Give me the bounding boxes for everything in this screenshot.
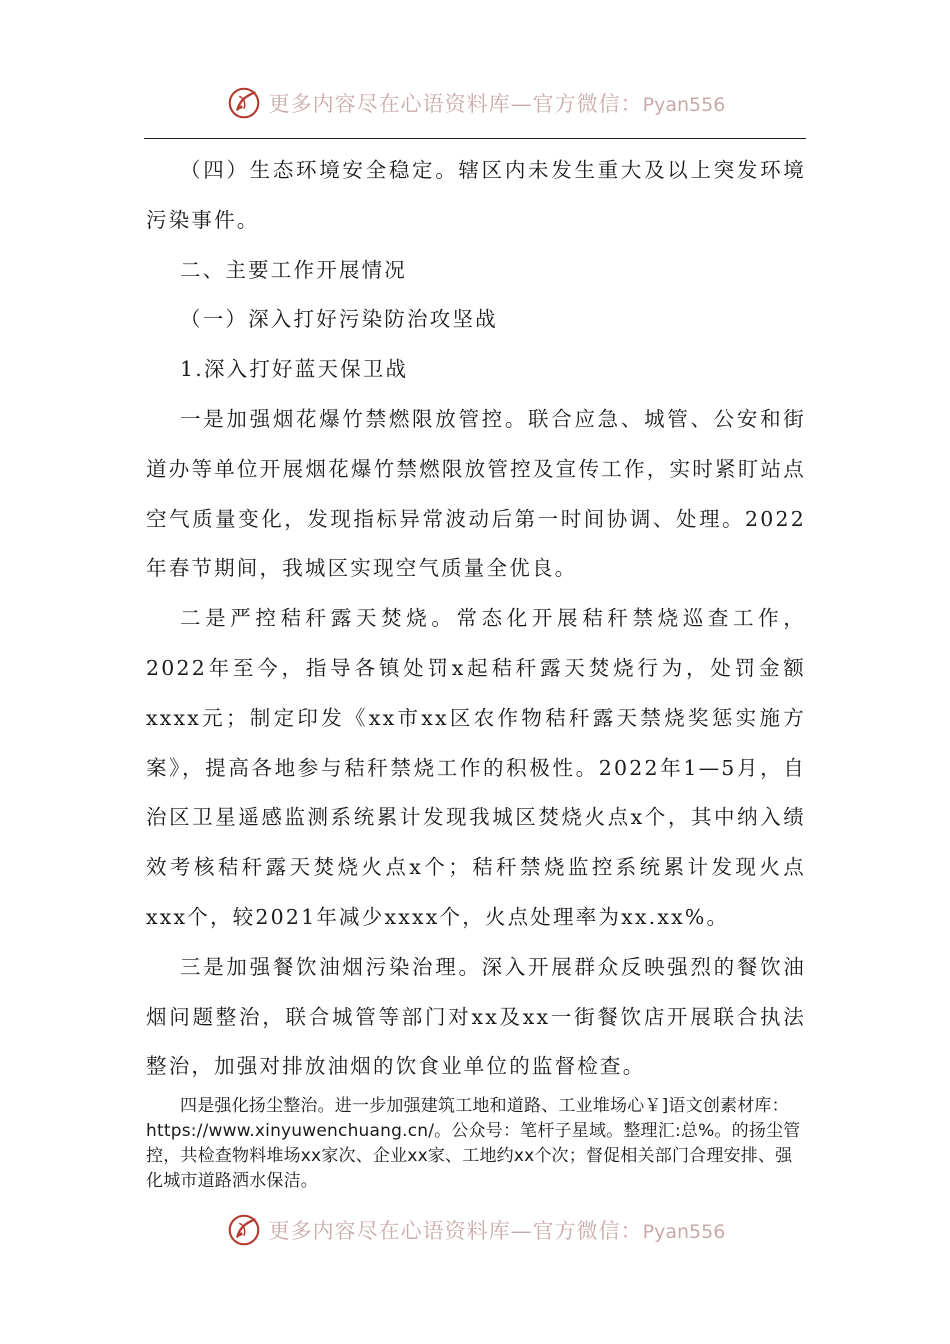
paragraph-fireworks: 一是加强烟花爆竹禁燃限放管控。联合应急、城管、公安和街道办等单位开展烟花爆竹禁燃限放管控及宣传工作，实时紧盯站点空气质量变化，发现指标异常波动后第一时间协调、处理。2022年春节期间，我城区实现空气质量全优良。 <box>146 406 806 581</box>
brand-logo-icon <box>225 1211 263 1249</box>
brand-logo-icon <box>225 84 263 122</box>
paragraph-cooking-fumes: 三是加强餐饮油烟污染治理。深入开展群众反映强烈的餐饮油烟问题整治，联合城管等部门对xx及xx一街餐饮店开展联合执法整治，加强对排放油烟的饮食业单位的监督检查。 <box>146 954 806 1079</box>
header-banner-text: 更多内容尽在心语资料库—官方微信：Pyan556 <box>268 92 726 116</box>
dust-control-block <box>146 1094 806 1194</box>
subsection-heading: （一）深入打好污染防治攻坚战 <box>180 307 498 332</box>
footer-banner <box>0 1205 950 1255</box>
paragraph-straw-burning: 二是严控秸秆露天焚烧。常态化开展秸秆禁烧巡查工作，2022年至今，指导各镇处罚x起秸秆露天焚烧行为，处罚金额xxxx元；制定印发《xx市xx区农作物秸秆露天禁烧奖惩实施方案》，提高各地参与秸秆禁烧工作的积极性。2022年1—5月，自治区卫星遥感监测系统累计发现我城区焚烧火点x个，其中纳入绩效考核秸秆露天焚烧火点x个；秸秆禁烧监控系统累计发现火点xxx个，较2021年减少xxxx个，火点处理率为xx.xx%。 <box>146 606 806 929</box>
footer-wechat-id: Pyan556 <box>642 1221 726 1243</box>
footer-banner-text: 更多内容尽在心语资料库—官方微信：Pyan556 <box>268 1219 726 1243</box>
document-body <box>146 146 806 1092</box>
item-heading: 1.深入打好蓝天保卫战 <box>180 357 409 382</box>
paragraph-dust-control: 四是强化扬尘整治。进一步加强建筑工地和道路、工业堆场心￥]语文创素材库：https://www.xinyuwenchuang.cn/。公众号：笔杆子星域。整理汇:总%。的扬尘管控，共检查物料堆场xx家次、企业xx家、工地约xx个次；督促相关部门合理安排、强化城市道路洒水保洁。 <box>146 1096 801 1191</box>
header-wechat-id: Pyan556 <box>642 94 726 116</box>
paragraph-status: （四）生态环境安全稳定。辖区内未发生重大及以上突发环境污染事件。 <box>146 158 806 232</box>
section-heading: 二、主要工作开展情况 <box>180 257 407 282</box>
header-divider <box>144 138 806 139</box>
header-banner <box>0 78 950 128</box>
